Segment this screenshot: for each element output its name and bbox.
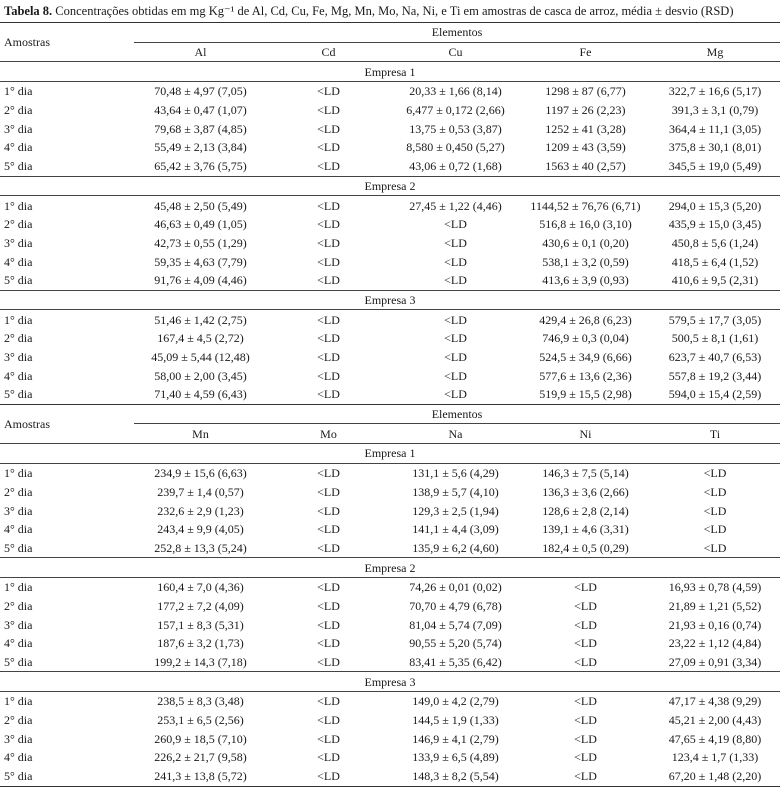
table-cell: 1209 ± 43 (3,59) [545, 140, 626, 155]
table-cell: 139,1 ± 4,6 (3,31) [542, 522, 629, 537]
table-cell: <LD [317, 580, 340, 595]
table-row [0, 271, 780, 290]
table-row [0, 348, 780, 367]
group-header-row [0, 444, 780, 464]
table-cell: <LD [317, 503, 340, 518]
sample-day-label: 2° dia [4, 713, 33, 728]
table-cell: <LD [317, 254, 340, 269]
sample-day-label: 4° dia [4, 368, 33, 383]
table-cell: 746,9 ± 0,3 (0,04) [542, 331, 629, 346]
table-cell: 243,4 ± 9,9 (4,05) [157, 522, 244, 537]
table-row [0, 634, 780, 653]
table-cell: <LD [574, 731, 597, 746]
column-header: Fe [521, 42, 650, 62]
table-cell: <LD [444, 368, 467, 383]
table-cell: <LD [390, 271, 521, 290]
table-cell: 253,1 ± 6,5 (2,56) [157, 713, 244, 728]
table-cell: 516,8 ± 16,0 (3,10) [539, 217, 632, 232]
table-cell: <LD [317, 484, 340, 499]
table-row [0, 138, 780, 157]
table-cell: 131,1 ± 5,6 (4,29) [412, 466, 499, 481]
table-cell: 59,35 ± 4,63 (7,79) [154, 254, 247, 269]
column-header: Mo [267, 424, 390, 444]
table-cell: 8,580 ± 0,450 (5,27) [406, 140, 505, 155]
table-cell: 260,9 ± 18,5 (7,10) [154, 731, 247, 746]
group-header-row [0, 290, 780, 310]
table-row [0, 234, 780, 253]
table-cell: 623,7 ± 40,7 (6,53) [668, 350, 762, 365]
table-cell: <LD [703, 466, 727, 481]
table-row [0, 748, 780, 767]
sample-day-label: 2° dia [4, 217, 33, 232]
table-cell: 138,9 ± 5,7 (4,10) [412, 484, 499, 499]
table-cell: <LD [317, 713, 340, 728]
table-cell: <LD [267, 271, 390, 290]
table-cell: <LD [317, 617, 340, 632]
table-cell: 364,4 ± 11,1 (3,05) [668, 121, 762, 136]
table-row [0, 215, 780, 234]
table-cell: <LD [574, 617, 597, 632]
table-cell: <LD [317, 140, 340, 155]
table-cell: 16,93 ± 0,78 (4,59) [668, 580, 762, 595]
table-cell: <LD [444, 254, 467, 269]
table-row [0, 101, 780, 120]
table-cell: 294,0 ± 15,3 (5,20) [668, 198, 762, 213]
sample-day-label: 5° dia [0, 157, 134, 176]
elementos-header: Elementos [134, 23, 780, 43]
table-cell: 21,89 ± 1,21 (5,52) [668, 598, 762, 613]
column-header: Al [134, 42, 267, 62]
table-cell: 226,2 ± 21,7 (9,58) [154, 750, 247, 765]
table-cell: 322,7 ± 16,6 (5,17) [668, 84, 762, 99]
table-cell: 435,9 ± 15,0 (3,45) [668, 217, 762, 232]
table-cell: 1144,52 ± 76,76 (6,71) [530, 198, 641, 213]
table-cell: 70,48 ± 4,97 (7,05) [154, 84, 247, 99]
table-row [0, 385, 780, 404]
table-cell: 413,6 ± 3,9 (0,93) [521, 271, 650, 290]
table-cell: 13,75 ± 0,53 (3,87) [409, 121, 502, 136]
table-row [0, 767, 780, 786]
table-cell: 177,2 ± 7,2 (4,09) [157, 598, 244, 613]
table-row [0, 196, 780, 215]
table-row [0, 597, 780, 616]
table-row [0, 329, 780, 348]
table-cell: 135,9 ± 6,2 (4,60) [390, 539, 521, 558]
table-cell: 136,3 ± 3,6 (2,66) [542, 484, 629, 499]
table-cell: <LD [267, 157, 390, 176]
table-cell: 43,06 ± 0,72 (1,68) [390, 157, 521, 176]
table-cell: 160,4 ± 7,0 (4,36) [157, 580, 244, 595]
table-cell: 579,5 ± 17,7 (3,05) [668, 312, 762, 327]
sample-day-label: 3° dia [4, 503, 33, 518]
table-cell: 148,3 ± 8,2 (5,54) [390, 767, 521, 786]
caption-label: Tabela 8. [4, 4, 53, 18]
table-cell: 90,55 ± 5,20 (5,74) [409, 636, 502, 651]
table-row [0, 729, 780, 748]
table-row [0, 615, 780, 634]
table-cell: 1252 ± 41 (3,28) [545, 121, 626, 136]
table-cell: 146,3 ± 7,5 (5,14) [542, 466, 629, 481]
table-cell: 67,20 ± 1,48 (2,20) [650, 767, 780, 786]
table-cell: 65,42 ± 3,76 (5,75) [134, 157, 267, 176]
table-cell: <LD [574, 598, 597, 613]
table-cell: <LD [574, 694, 597, 709]
table-cell: 557,8 ± 19,2 (3,44) [668, 368, 762, 383]
table-cell: 141,1 ± 4,4 (3,09) [412, 522, 499, 537]
sample-day-label: 1° dia [4, 580, 33, 595]
table-cell: 239,7 ± 1,4 (0,57) [157, 484, 244, 499]
table-cell: <LD [267, 539, 390, 558]
table-cell: 71,40 ± 4,59 (6,43) [154, 387, 247, 402]
table-cell: 43,64 ± 0,47 (1,07) [154, 103, 247, 118]
group-header-row [0, 558, 780, 578]
sample-day-label: 1° dia [4, 312, 33, 327]
table-cell: <LD [317, 694, 340, 709]
sample-day-label: 3° dia [4, 617, 33, 632]
sample-day-label: 5° dia [0, 653, 134, 672]
table-cell: 167,4 ± 4,5 (2,72) [157, 331, 244, 346]
table-cell: 128,6 ± 2,8 (2,14) [542, 503, 629, 518]
table-cell: <LD [574, 580, 597, 595]
sample-day-label: 3° dia [4, 731, 33, 746]
sample-day-label: 4° dia [4, 750, 33, 765]
table-cell: <LD [317, 350, 340, 365]
sample-day-label: 5° dia [4, 387, 33, 402]
table-row [0, 157, 780, 176]
table-cell: <LD [317, 198, 340, 213]
table-cell: 238,5 ± 8,3 (3,48) [157, 694, 244, 709]
table-cell: 524,5 ± 34,9 (6,66) [539, 350, 632, 365]
table-cell: 55,49 ± 2,13 (3,84) [154, 140, 247, 155]
table-cell: <LD [317, 368, 340, 383]
table-cell: <LD [650, 539, 780, 558]
table-cell: <LD [317, 522, 340, 537]
table-cell: 410,6 ± 9,5 (2,31) [650, 271, 780, 290]
section-header-row [0, 404, 780, 424]
table-cell: 42,73 ± 0,55 (1,29) [154, 235, 247, 250]
table-cell: 232,6 ± 2,9 (1,23) [157, 503, 244, 518]
sample-day-label: 5° dia [0, 271, 134, 290]
table-row [0, 463, 780, 482]
table-cell: 81,04 ± 5,74 (7,09) [409, 617, 502, 632]
group-header: Empresa 2 [0, 176, 780, 196]
table-cell: 149,0 ± 4,2 (2,79) [412, 694, 499, 709]
column-header: Na [390, 424, 521, 444]
table-cell: 182,4 ± 0,5 (0,29) [521, 539, 650, 558]
table-cell: <LD [444, 350, 467, 365]
table-cell: 418,5 ± 6,4 (1,52) [671, 254, 759, 269]
table-cell: <LD [703, 522, 727, 537]
group-header-row [0, 672, 780, 692]
table-cell: 1197 ± 26 (2,23) [545, 103, 626, 118]
table-cell: 430,6 ± 0,1 (0,20) [542, 235, 629, 250]
section-header-row [0, 23, 780, 43]
table-cell: 500,5 ± 8,1 (1,61) [671, 331, 759, 346]
table-cell: <LD [317, 121, 340, 136]
table-row [0, 653, 780, 672]
sample-day-label: 2° dia [4, 598, 33, 613]
table-cell: 391,3 ± 3,1 (0,79) [671, 103, 759, 118]
column-header: Cu [390, 42, 521, 62]
sample-day-label: 4° dia [4, 140, 33, 155]
table-cell: 375,8 ± 30,1 (8,01) [668, 140, 762, 155]
group-header: Empresa 1 [0, 444, 780, 464]
sample-day-label: 2° dia [4, 103, 33, 118]
table-row [0, 692, 780, 711]
group-header: Empresa 1 [0, 62, 780, 82]
table-cell: 157,1 ± 8,3 (5,31) [157, 617, 244, 632]
table-cell: <LD [317, 636, 340, 651]
table-cell: 74,26 ± 0,01 (0,02) [409, 580, 502, 595]
table-cell: 345,5 ± 19,0 (5,49) [650, 157, 780, 176]
sample-day-label: 4° dia [4, 254, 33, 269]
table-cell: 47,65 ± 4,19 (8,80) [668, 731, 762, 746]
table-cell: <LD [317, 103, 340, 118]
table-row [0, 310, 780, 329]
table-cell: 519,9 ± 15,5 (2,98) [539, 387, 632, 402]
table-cell: <LD [521, 653, 650, 672]
table-cell: 199,2 ± 14,3 (7,18) [134, 653, 267, 672]
sample-day-label: 4° dia [4, 522, 33, 537]
group-header: Empresa 2 [0, 558, 780, 578]
table-cell: <LD [267, 653, 390, 672]
concentration-table [0, 22, 780, 787]
table-row [0, 577, 780, 596]
table-cell: 6,477 ± 0,172 (2,66) [406, 103, 505, 118]
table-row [0, 483, 780, 502]
table-row [0, 539, 780, 558]
table-cell: 46,63 ± 0,49 (1,05) [154, 217, 247, 232]
table-cell: 450,8 ± 5,6 (1,24) [671, 235, 759, 250]
table-cell: <LD [444, 235, 467, 250]
table-cell: <LD [317, 217, 340, 232]
table-cell: <LD [444, 217, 467, 232]
sample-day-label: 1° dia [4, 466, 33, 481]
table-row [0, 252, 780, 271]
table-cell: <LD [317, 312, 340, 327]
sample-day-label: 1° dia [4, 198, 33, 213]
table-cell: 45,21 ± 2,00 (4,43) [668, 713, 762, 728]
table-cell: 83,41 ± 5,35 (6,42) [390, 653, 521, 672]
table-cell: <LD [317, 387, 340, 402]
group-header-row [0, 176, 780, 196]
table-cell: 252,8 ± 13,3 (5,24) [134, 539, 267, 558]
table-caption [4, 3, 734, 19]
table-cell: <LD [317, 235, 340, 250]
sample-day-label: 2° dia [4, 331, 33, 346]
amostras-header: Amostras [0, 404, 134, 443]
sample-day-label: 4° dia [4, 636, 33, 651]
table-cell: <LD [574, 636, 597, 651]
table-row [0, 366, 780, 385]
table-cell: 133,9 ± 6,5 (4,89) [412, 750, 499, 765]
table-cell: <LD [317, 466, 340, 481]
amostras-header: Amostras [0, 23, 134, 62]
table-cell: 45,48 ± 2,50 (5,49) [154, 198, 247, 213]
column-header: Ni [521, 424, 650, 444]
table-cell: 144,5 ± 1,9 (1,33) [412, 713, 499, 728]
sample-day-label: 1° dia [4, 694, 33, 709]
table-cell: 187,6 ± 3,2 (1,73) [157, 636, 244, 651]
table-cell: <LD [317, 750, 340, 765]
sample-day-label: 3° dia [4, 121, 33, 136]
sample-day-label: 5° dia [0, 539, 134, 558]
table-cell: 21,93 ± 0,16 (0,74) [668, 617, 762, 632]
table-cell: <LD [317, 731, 340, 746]
table-cell: 51,46 ± 1,42 (2,75) [154, 312, 247, 327]
table-cell: 129,3 ± 2,5 (1,94) [412, 503, 499, 518]
table-cell: <LD [574, 750, 597, 765]
table-cell: 123,4 ± 1,7 (1,33) [671, 750, 759, 765]
table-cell: 47,17 ± 4,38 (9,29) [668, 694, 762, 709]
table-cell: <LD [574, 713, 597, 728]
table-cell: <LD [703, 484, 727, 499]
sample-day-label: 1° dia [4, 84, 33, 99]
column-header: Cd [267, 42, 390, 62]
table-row [0, 711, 780, 730]
column-header: Mg [650, 42, 780, 62]
sample-day-label: 5° dia [0, 767, 134, 786]
sample-day-label: 2° dia [4, 484, 33, 499]
table-cell: 241,3 ± 13,8 (5,72) [134, 767, 267, 786]
table-cell: 429,4 ± 26,8 (6,23) [539, 312, 632, 327]
table-cell: 27,45 ± 1,22 (4,46) [409, 198, 502, 213]
table-body [0, 23, 780, 787]
table-row [0, 119, 780, 138]
group-header-row [0, 62, 780, 82]
table-cell: 58,00 ± 2,00 (3,45) [154, 368, 247, 383]
table-cell: 146,9 ± 4,1 (2,79) [412, 731, 499, 746]
table-cell: <LD [317, 598, 340, 613]
group-header: Empresa 3 [0, 290, 780, 310]
table-cell: 594,0 ± 15,4 (2,59) [668, 387, 762, 402]
table-cell: <LD [444, 312, 467, 327]
column-header: Mn [134, 424, 267, 444]
caption-text: Concentrações obtidas em mg Kg⁻¹ de Al, Cd, Cu, Fe, Mg, Mn, Mo, Na, Ni, e Ti em amostras de casca de arroz, média ± desvio (RSD) [55, 4, 734, 18]
table-cell: 20,33 ± 1,66 (8,14) [409, 84, 502, 99]
table-cell: 27,09 ± 0,91 (3,34) [650, 653, 780, 672]
table-cell: 45,09 ± 5,44 (12,48) [151, 350, 250, 365]
table-cell: <LD [703, 503, 727, 518]
table-cell: <LD [317, 331, 340, 346]
table-cell: 234,9 ± 15,6 (6,63) [154, 466, 247, 481]
table-row [0, 82, 780, 101]
group-header: Empresa 3 [0, 672, 780, 692]
table-cell: 1298 ± 87 (6,77) [545, 84, 626, 99]
column-header: Ti [650, 424, 780, 444]
table-cell: <LD [317, 84, 340, 99]
table-cell: 91,76 ± 4,09 (4,46) [134, 271, 267, 290]
table-row [0, 520, 780, 539]
table-cell: 79,68 ± 3,87 (4,85) [154, 121, 247, 136]
table-cell: <LD [444, 387, 467, 402]
table-cell: <LD [444, 331, 467, 346]
table-cell: 70,70 ± 4,79 (6,78) [409, 598, 502, 613]
table-cell: <LD [521, 767, 650, 786]
table-cell: 538,1 ± 3,2 (0,59) [542, 254, 629, 269]
table-row [0, 501, 780, 520]
table-cell: 1563 ± 40 (2,57) [521, 157, 650, 176]
sample-day-label: 3° dia [4, 235, 33, 250]
table-cell: 23,22 ± 1,12 (4,84) [668, 636, 762, 651]
elementos-header: Elementos [134, 404, 780, 424]
sample-day-label: 3° dia [4, 350, 33, 365]
table-cell: 577,6 ± 13,6 (2,36) [539, 368, 632, 383]
table-cell: <LD [267, 767, 390, 786]
